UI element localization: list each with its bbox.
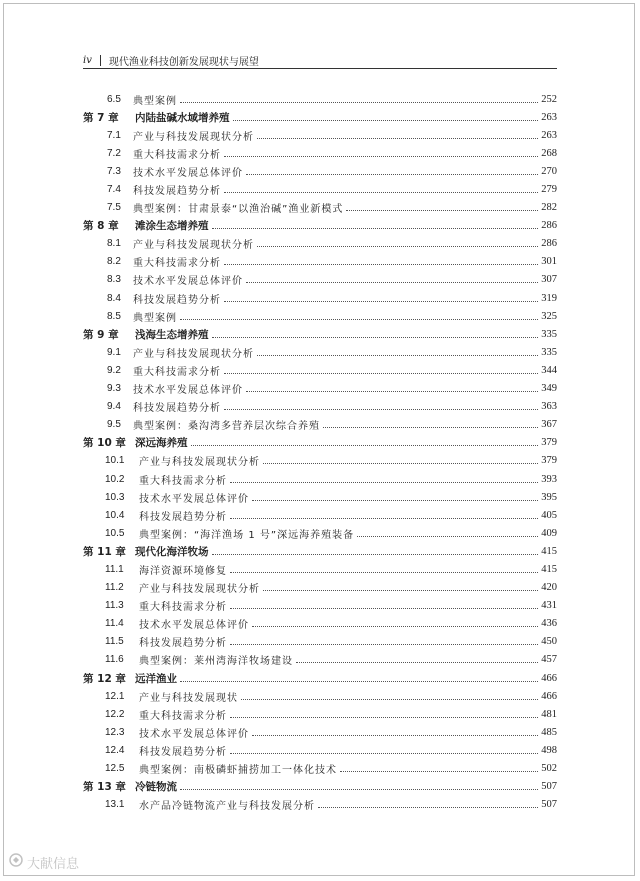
toc-entry-title: 水产品冷链物流产业与科技发展分析 [139,801,315,813]
toc-entry-page: 252 [541,93,557,105]
toc-entry-page: 481 [541,708,557,720]
toc-dot-leader [180,319,538,320]
toc-entry-number: 8.2 [107,256,121,268]
toc-entry-title: 重大科技需求分析 [139,602,227,614]
toc-entry-number: 10.1 [105,455,125,467]
toc-section-row[interactable] [83,380,557,398]
toc-section-row[interactable] [83,452,557,470]
header-rule [83,68,557,69]
toc-entry-page: 436 [541,618,557,630]
toc-dot-leader [230,753,538,754]
toc-dot-leader [257,246,538,247]
toc-entry-page: 379 [541,455,557,467]
toc-entry-number: 10.5 [105,527,125,539]
toc-entry-number: 13.1 [105,799,125,811]
toc-entry-number: 12.4 [105,744,125,756]
toc-entry-number: 7.3 [107,165,121,177]
toc-entry-page: 349 [541,383,557,395]
toc-entry-title: 内陆盐碱水域增养殖 [135,111,230,124]
toc-entry-title: 技术水平发展总体评价 [133,385,243,397]
toc-entry-number: 8.5 [107,310,121,322]
toc-entry-page: 409 [541,527,557,539]
toc-entry-number: 8.3 [107,274,121,286]
toc-entry-title: 产业与科技发展现状分析 [139,457,260,469]
toc-entry-title: 重大科技需求分析 [139,475,227,487]
toc-entry-page: 263 [541,111,557,123]
toc-dot-leader [233,120,539,121]
toc-section-row[interactable] [83,687,557,705]
toc-dot-leader [180,681,538,682]
toc-entry-page: 466 [541,672,557,684]
toc-entry-number: 11.1 [105,563,124,575]
toc-section-row[interactable] [83,199,557,217]
toc-entry-title: 滩涂生态增养殖 [135,220,209,233]
toc-dot-leader [357,536,538,537]
toc-chapter-row[interactable] [83,434,557,452]
toc-dot-leader [257,138,538,139]
toc-entry-page: 431 [541,600,557,612]
toc-entry-number: 10.2 [105,473,125,485]
toc-section-row[interactable] [83,560,557,578]
toc-section-row[interactable] [83,759,557,777]
toc-entry-page: 415 [541,563,557,575]
toc-entry-page: 393 [541,473,557,485]
toc-dot-leader [263,590,538,591]
toc-section-row[interactable] [83,633,557,651]
toc-entry-title: 技术水平发展总体评价 [133,167,243,179]
toc-entry-number: 8.1 [107,238,121,250]
toc-entry-number: 12.5 [105,763,125,775]
toc-entry-page: 507 [541,799,557,811]
toc-dot-leader [257,355,538,356]
toc-section-row[interactable] [83,271,557,289]
toc-section-row[interactable] [83,361,557,379]
toc-dot-leader [318,807,538,808]
toc-chapter-row[interactable] [83,108,557,126]
toc-chapter-row[interactable] [83,778,557,796]
toc-entry-number: 9.1 [107,346,121,358]
toc-entry-page: 498 [541,744,557,756]
toc-entry-page: 466 [541,690,557,702]
toc-dot-leader [230,572,538,573]
toc-entry-page: 420 [541,582,557,594]
toc-entry-page: 450 [541,636,557,648]
toc-section-row[interactable] [83,126,557,144]
running-header [83,53,557,67]
header-book-title: 现代渔业科技创新发展现状与展望 [108,56,259,68]
toc-entry-number: 11.5 [105,636,124,648]
toc-dot-leader [296,662,538,663]
toc-section-row[interactable] [83,162,557,180]
toc-dot-leader [191,445,539,446]
toc-section-row[interactable] [83,90,557,108]
toc-dot-leader [180,102,538,103]
toc-entry-number: 8.4 [107,292,121,304]
toc-entry-title: 科技发展趋势分析 [133,403,221,415]
toc-section-row[interactable] [83,307,557,325]
toc-dot-leader [252,735,538,736]
toc-dot-leader [230,644,538,645]
toc-entry-number: 11.3 [105,600,124,612]
toc-entry-page: 307 [541,274,557,286]
toc-dot-leader [212,337,539,338]
toc-entry-title: 重大科技需求分析 [133,258,221,270]
toc-section-row[interactable] [83,398,557,416]
toc-entry-number: 9.5 [107,419,121,431]
toc-entry-page: 344 [541,364,557,376]
toc-entry-page: 335 [541,346,557,358]
toc-dot-leader [224,301,538,302]
toc-section-row[interactable] [83,741,557,759]
toc-section-row[interactable] [83,506,557,524]
table-of-contents [83,90,557,814]
toc-dot-leader [263,463,538,464]
toc-entry-number: 11.4 [105,618,124,630]
toc-entry-page: 282 [541,202,557,214]
toc-dot-leader [230,518,538,519]
toc-entry-title: 科技发展趋势分析 [133,186,221,198]
toc-section-row[interactable] [83,597,557,615]
toc-entry-page: 286 [541,220,557,232]
toc-entry-title: 深远海养殖 [135,437,188,450]
toc-entry-page: 319 [541,292,557,304]
toc-section-row[interactable] [83,579,557,597]
toc-dot-leader [230,608,538,609]
toc-entry-page: 325 [541,310,557,322]
toc-entry-title: 远洋渔业 [135,672,177,685]
toc-section-row[interactable] [83,615,557,633]
toc-chapter-row[interactable] [83,217,557,235]
toc-dot-leader [340,771,538,772]
toc-entry-page: 301 [541,256,557,268]
toc-entry-number: 第 8 章 [83,220,119,233]
toc-chapter-row[interactable] [83,542,557,560]
toc-entry-title: 技术水平发展总体评价 [139,493,249,505]
toc-entry-number: 9.4 [107,401,121,413]
toc-dot-leader [323,427,538,428]
toc-entry-page: 335 [541,328,557,340]
toc-dot-leader [180,789,538,790]
toc-entry-page: 286 [541,238,557,250]
toc-dot-leader [212,228,539,229]
toc-entry-title: 产业与科技发展现状分析 [133,131,254,143]
toc-section-row[interactable] [83,235,557,253]
toc-entry-title: 重大科技需求分析 [133,366,221,378]
toc-entry-number: 12.3 [105,726,125,738]
toc-entry-title: 现代化海洋牧场 [135,545,209,558]
toc-entry-title: 典型案例 [133,95,177,107]
toc-section-row[interactable] [83,180,557,198]
toc-entry-number: 第 7 章 [83,111,119,124]
toc-entry-page: 415 [541,545,557,557]
toc-entry-title: 产业与科技发展现状 [139,692,238,704]
toc-entry-number: 7.5 [107,202,121,214]
toc-entry-page: 502 [541,763,557,775]
toc-dot-leader [246,391,538,392]
toc-entry-title: 产业与科技发展现状分析 [133,240,254,252]
toc-dot-leader [230,482,538,483]
toc-entry-title: 科技发展趋势分析 [139,511,227,523]
toc-dot-leader [224,373,538,374]
toc-entry-number: 11.6 [105,654,124,666]
toc-section-row[interactable] [83,524,557,542]
toc-entry-number: 12.1 [105,690,125,702]
toc-entry-page: 263 [541,129,557,141]
toc-entry-title: 产业与科技发展现状分析 [139,584,260,596]
toc-entry-page: 367 [541,419,557,431]
header-separator [100,55,101,66]
toc-chapter-row[interactable] [83,325,557,343]
toc-dot-leader [230,717,538,718]
toc-section-row[interactable] [83,289,557,307]
toc-entry-title: 典型案例：南极磷虾捕捞加工一体化技术 [139,765,337,777]
toc-entry-number: 9.3 [107,383,121,395]
toc-section-row[interactable] [83,488,557,506]
toc-section-row[interactable] [83,796,557,814]
toc-dot-leader [346,210,538,211]
toc-dot-leader [224,156,538,157]
toc-entry-page: 405 [541,509,557,521]
toc-section-row[interactable] [83,651,557,669]
toc-entry-title: 重大科技需求分析 [133,149,221,161]
toc-entry-page: 279 [541,184,557,196]
toc-entry-title: 技术水平发展总体评价 [139,728,249,740]
toc-entry-title: 典型案例：甘肃景泰“以渔治碱”渔业新模式 [133,204,344,216]
toc-entry-title: 典型案例：莱州湾海洋牧场建设 [139,656,293,668]
toc-section-row[interactable] [83,470,557,488]
toc-entry-title: 重大科技需求分析 [139,710,227,722]
toc-entry-page: 379 [541,437,557,449]
toc-dot-leader [252,500,538,501]
toc-entry-page: 485 [541,726,557,738]
toc-entry-number: 6.5 [107,93,121,105]
toc-entry-number: 11.2 [105,582,124,594]
toc-entry-page: 270 [541,165,557,177]
toc-dot-leader [224,264,538,265]
toc-entry-title: 典型案例：桑沟湾多营养层次综合养殖 [133,421,320,433]
toc-entry-number: 7.2 [107,147,121,159]
watermark-logo-icon [8,852,24,872]
toc-section-row[interactable] [83,343,557,361]
toc-entry-title: 冷链物流 [135,781,177,794]
toc-entry-title: 典型案例 [133,312,177,324]
toc-entry-page: 268 [541,147,557,159]
toc-entry-number: 第 11 章 [83,545,126,558]
toc-entry-title: 海洋资源环境修复 [139,565,227,577]
toc-section-row[interactable] [83,723,557,741]
toc-dot-leader [224,409,538,410]
toc-dot-leader [246,282,538,283]
toc-entry-page: 395 [541,491,557,503]
toc-entry-number: 第 10 章 [83,437,126,450]
toc-entry-title: 技术水平发展总体评价 [139,620,249,632]
toc-dot-leader [241,699,538,700]
toc-entry-title: 产业与科技发展现状分析 [133,348,254,360]
toc-entry-title: 科技发展趋势分析 [139,746,227,758]
toc-entry-title: 科技发展趋势分析 [139,638,227,650]
toc-chapter-row[interactable] [83,669,557,687]
toc-entry-page: 507 [541,781,557,793]
toc-entry-title: 典型案例：“海洋渔场 1 号”深远海养殖装备 [139,529,355,541]
toc-entry-number: 7.4 [107,184,121,196]
toc-entry-number: 第 9 章 [83,328,119,341]
toc-entry-title: 技术水平发展总体评价 [133,276,243,288]
toc-section-row[interactable] [83,416,557,434]
watermark [8,852,79,872]
toc-section-row[interactable] [83,705,557,723]
toc-entry-title: 科技发展趋势分析 [133,294,221,306]
toc-entry-number: 9.2 [107,364,121,376]
toc-entry-page: 457 [541,654,557,666]
toc-section-row[interactable] [83,253,557,271]
toc-entry-page: 363 [541,401,557,413]
toc-entry-number: 10.4 [105,509,125,521]
watermark-text: 大献信息 [27,856,80,872]
toc-dot-leader [212,554,539,555]
toc-dot-leader [252,626,538,627]
toc-entry-title: 浅海生态增养殖 [135,328,209,341]
toc-dot-leader [246,174,538,175]
toc-section-row[interactable] [83,144,557,162]
toc-entry-number: 7.1 [107,129,121,141]
header-page-number: iv [83,54,92,66]
toc-entry-number: 第 13 章 [83,781,126,794]
toc-entry-number: 第 12 章 [83,672,126,685]
toc-entry-number: 10.3 [105,491,125,503]
toc-entry-number: 12.2 [105,708,125,720]
toc-dot-leader [224,192,538,193]
